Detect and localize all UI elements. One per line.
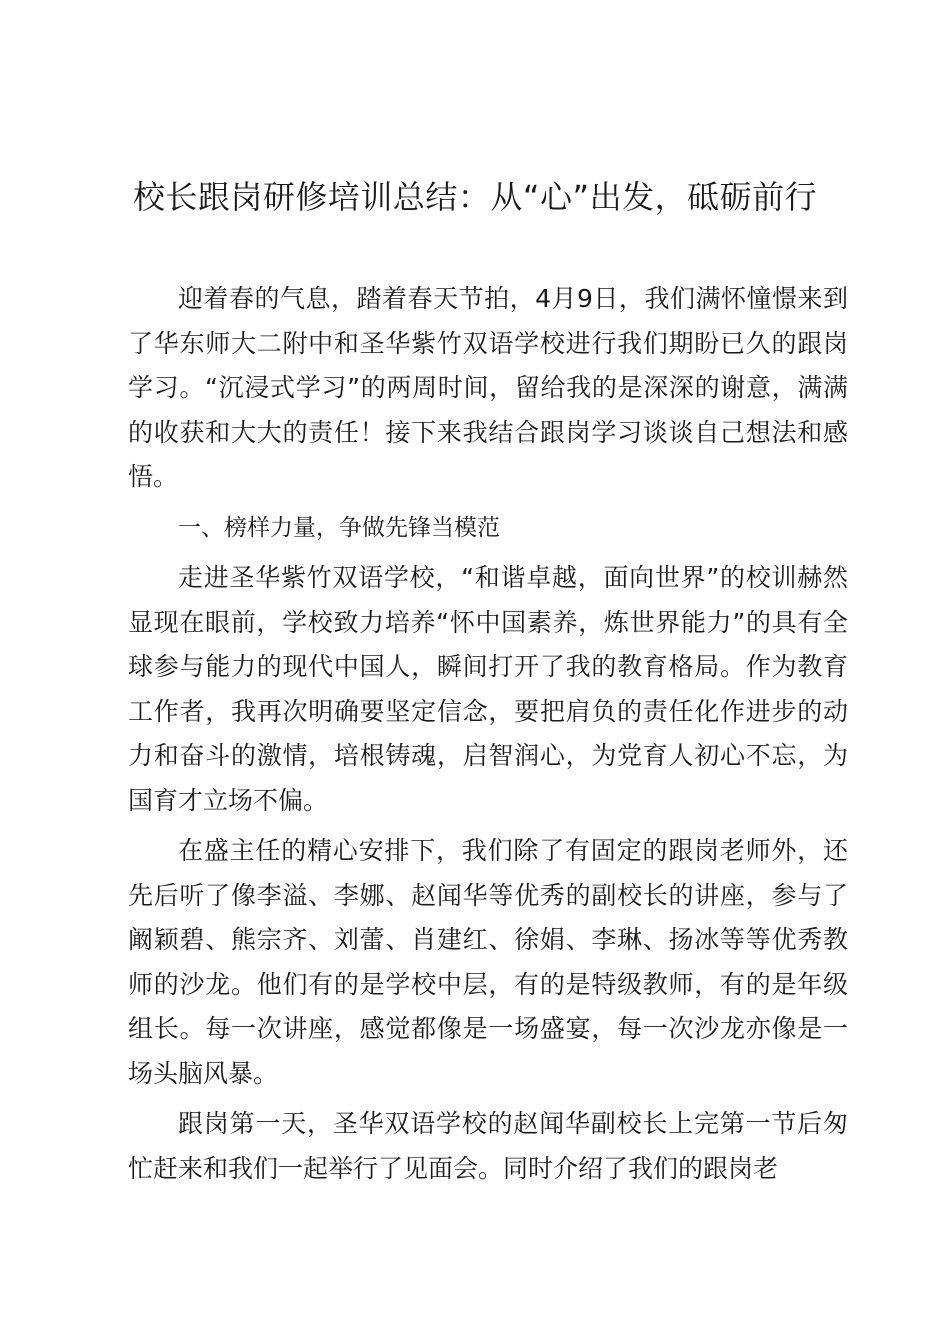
paragraph-first-day: 跟岗第一天，圣华双语学校的赵闻华副校长上完第一节后匆忙赶来和我们一起举行了见面会。同时介绍了我们的跟岗老	[128, 1109, 848, 1183]
paragraph-lectures: 在盛主任的精心安排下，我们除了有固定的跟岗老师外，还先后听了像李溢、李娜、赵闻华等优秀的副校长的讲座，参与了阚颖碧、熊宗齐、刘蕾、肖建红、徐娟、李琳、扬冰等等优秀教师的沙龙。他们有的是学校中层，有的是特级教师，有的是年级组长。每一次讲座，感觉都像是一场盛宴，每一次沙龙亦像是一场头脑风暴。	[128, 836, 848, 1088]
paragraph-intro: 迎着春的气息，踏着春天节拍，4月9日，我们满怀憧憬来到了华东师大二附中和圣华紫竹双语学校进行我们期盼已久的跟岗学习。“沉浸式学习”的两周时间，留给我的是深深的谢意，满满的收获和大大的责任！接下来我结合跟岗学习谈谈自己想法和感悟。	[128, 284, 848, 491]
document-body	[128, 277, 848, 1197]
section-heading: 一、榜样力量，争做先锋当模范	[178, 514, 500, 541]
document-title: 校长跟岗研修培训总结：从“心”出发，砥砺前行	[132, 178, 818, 216]
paragraph-school-motto: 走进圣华紫竹双语学校，“和谐卓越，面向世界”的校训赫然显现在眼前，学校致力培养“怀中国素养，炼世界能力”的具有全球参与能力的现代中国人，瞬间打开了我的教育格局。作为教育工作者，我再次明确要坚定信念，要把肩负的责任化作进步的动力和奋斗的激情，培根铸魂，启智润心，为党育人初心不忘，为国育才立场不偏。	[128, 563, 848, 815]
